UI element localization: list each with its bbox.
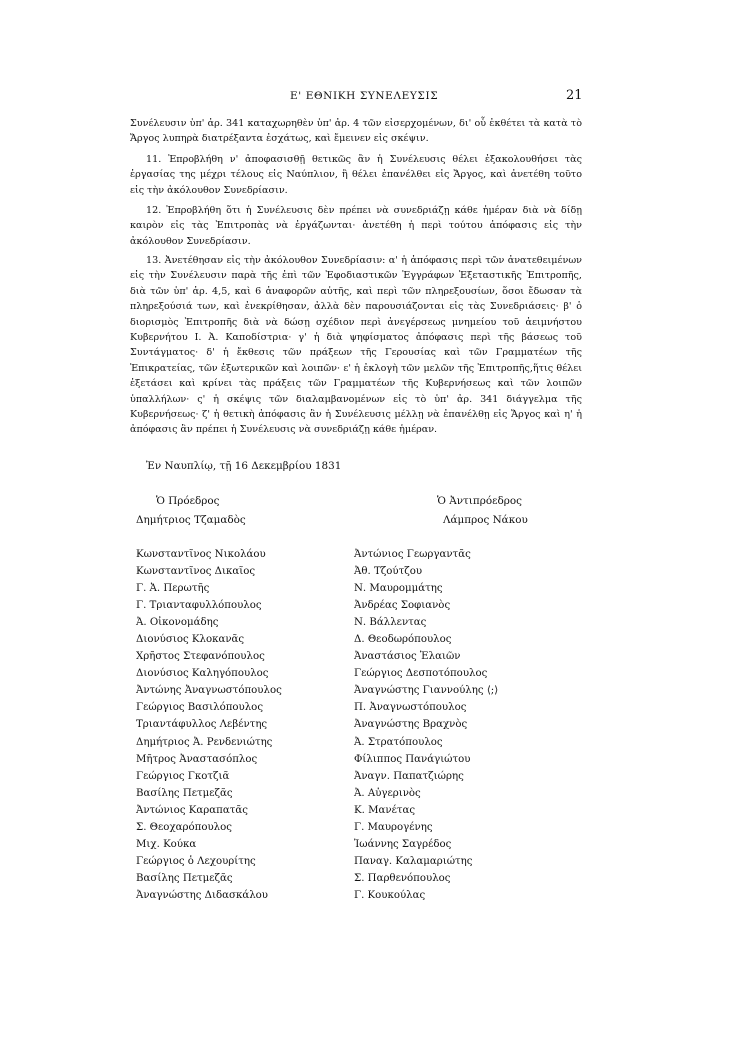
dateline: Ἐν Ναυπλίῳ, τῇ 16 Δεκεμβρίου 1831	[146, 460, 342, 472]
signatory-name: Γ. Μαυρογένης	[354, 821, 433, 833]
signatory-name: Μῆτρος Ἀναστασόπλος	[136, 753, 258, 765]
president-name: Δημήτριος Τζαμαδὸς	[136, 514, 246, 526]
signatory-name: Ἀνδρέας Σοφιανὸς	[354, 600, 451, 612]
vice-president-title: Ὁ Ἀντιπρόεδρος	[437, 495, 522, 507]
signatory-name: Ἀναγνώστης Βραχνὸς	[354, 719, 468, 731]
president-title: Ὁ Πρόεδρος	[156, 495, 220, 507]
signatory-name: Ἀντώνιος Καραπατᾶς	[136, 804, 248, 816]
signatory-name: Διονύσιος Κλοκανᾶς	[136, 634, 245, 646]
signatory-name: Ἀ. Στρατόπουλος	[354, 736, 443, 748]
paragraph-11: 11. Ἐπροβλήθη ν' ἀποφασισθῇ θετικῶς ἂν ἡ Συνέλευσις θέλει ἐξακολουθήσει τὰς ἐργασίας της μέχρι τέλους εἰς Ναύπλιον, ἢ θέλει ἐπανέλθει εἰς Ἄργος, καὶ ἀνετέθη τοῦτο εἰς τὴν ἀκόλουθον Συνεδρίασιν.	[130, 154, 582, 196]
signatory-name: Βασίλης Πετμεζᾶς	[136, 787, 233, 799]
signatory-name: Γεώργιος ὁ Λεχουρίτης	[136, 855, 256, 867]
signatories-left-column	[136, 546, 282, 904]
signatory-name: Γεώργιος Δεσποτόπουλος	[354, 668, 488, 680]
signatory-name: Ν. Μαυρομμάτης	[354, 583, 443, 595]
signatory-name: Γ. Τριανταφυλλόπουλος	[136, 600, 262, 612]
signatory-name: Δ. Θεοδωρόπουλος	[354, 634, 452, 646]
signatory-name: Π. Ἀναγνωστόπουλος	[354, 702, 467, 714]
vice-president-name: Λάμπρος Νάκου	[443, 514, 528, 526]
running-head: Ε' ΕΘΝΙΚΗ ΣΥΝΕΛΕΥΣΙΣ	[290, 90, 439, 102]
signatory-name: Ἀναγν. Παπατζιώρης	[354, 770, 464, 782]
signatory-name: Κ. Μανέτας	[354, 804, 416, 816]
signatory-name: Μιχ. Κούκα	[136, 838, 197, 850]
paragraph-12: 12. Ἐπροβλήθη ὅτι ἡ Συνέλευσις δὲν πρέπει νὰ συνεδριάζῃ κάθε ἡμέραν διὰ νὰ δίδῃ καιρὸν εἰς τὰς Ἐπιτροπὰς νὰ ἐργάζωνται· ἀνετέθη ἡ περὶ τούτου ἀπόφασις εἰς τὴν ἀκόλουθον Συνεδρίασιν.	[130, 205, 582, 247]
signatory-name: Παναγ. Καλαμαριώτης	[354, 855, 473, 867]
signatory-name: Τριαντάφυλλος Λεβέντης	[136, 719, 268, 731]
signatory-name: Κωνσταντῖνος Νικολάου	[136, 549, 266, 560]
signatory-name: Σ. Παρθενόπουλος	[354, 872, 451, 884]
signatory-name: Ἀθ. Τζούτζου	[354, 566, 423, 578]
signatory-name: Ἀναγνώστης Γιαννούλης ⟨;⟩	[354, 685, 499, 697]
signatory-name: Γ. Κουκούλας	[354, 889, 426, 901]
signatory-name: Βασίλης Πετμεζᾶς	[136, 872, 233, 884]
signatory-name: Ἰωάννης Σαγρέδος	[354, 838, 452, 850]
signatory-name: Ἀναγνώστης Διδασκάλου	[136, 889, 269, 901]
signatory-name: Ἀ. Οἰκονομάδης	[136, 617, 219, 629]
signatory-name: Ἀντώνιος Γεωργαντᾶς	[354, 549, 471, 560]
signatory-name: Ν. Βάλλεντας	[354, 617, 427, 629]
paragraph-13: 13. Ἀνετέθησαν εἰς τὴν ἀκόλουθον Συνεδρίασιν: α' ἡ ἀπόφασις περὶ τῶν ἀνατεθειμένων εἰς τὴν Συνέλευσιν παρὰ τῆς ἐπὶ τῶν Ἐφοδιαστικῶν Ἐγγράφων Ἐξεταστικῆς Ἐπιτροπῆς, διὰ τῶν ὑπ' ἀρ. 4,5, καὶ 6 ἀναφορῶν αὐτῆς, καὶ περὶ τῶν πληρεξουσίων, ὅσοι ἔδωσαν τὰ πληρεξούσιά των, καὶ ἐνεκρίθησαν, ἀλλὰ δὲν παρουσιάζονται εἰς τὰς Συνεδριάσεις· β' ὁ διορισμὸς Ἐπιτροπῆς διὰ νὰ δώσῃ σχέδιον περὶ ἀνεγέρσεως μνημείου τοῦ ἀειμνήστου Κυβερνήτου Ι. Ἀ. Καποδίστρια· γ' ἡ διὰ ψηφίσματος ἀπόφασις περὶ τῆς βάσεως τοῦ Συντάγματος· δ' ἡ ἔκθεσις τῶν πράξεων τῆς Γερουσίας καὶ τῶν Γραμματέων τῆς Ἐπικρατείας, τῶν ἐξωτερικῶν καὶ λοιπῶν· ε' ἡ ἐκλογὴ τῶν μελῶν τῆς Ἐπιτροπῆς,ἥτις θέλει ἐξετάσει καὶ κρίνει τὰς πράξεις τῶν Γραμματέων τῆς Κυβερνήσεως καὶ τῶν λοιπῶν ὑπαλλήλων· ς' ἡ σκέψις τῶν διαλαμβανομένων εἰς τὸ ὑπ' ἀρ. 341 διάγγελμα τῆς Κυβερνήσεως· ζ' ἡ θετικὴ ἀπόφασις ἂν ἡ Συνέλευσις μέλλῃ νὰ ἐπανέλθῃ εἰς Ἄργος καὶ η' ἡ ἀπόφασις ἂν πρέπει ἡ Συνέλευσις νὰ συνεδριάζῃ κάθε ἡμέραν.	[130, 255, 582, 436]
signatory-name: Ἀ. Αὐγερινὸς	[354, 787, 421, 799]
signatory-name: Ἀναστάσιος Ἐλαιῶν	[354, 651, 461, 663]
signatory-name: Διονύσιος Καληγόπουλος	[136, 668, 269, 680]
signatory-name: Γ. Ἀ. Περωτῆς	[136, 583, 210, 595]
signatory-name: Ἀντώνης Ἀναγνωστόπουλος	[136, 685, 282, 697]
signatory-name: Σ. Θεοχαρόπουλος	[136, 821, 232, 833]
signatory-name: Δημήτριος Ἀ. Ρενδενιώτης	[136, 736, 273, 748]
signatories-right-column	[354, 546, 498, 904]
signatory-name: Χρῆστος Στεφανόπουλος	[136, 651, 265, 663]
signatory-name: Φίλιππος Πανάγιώτου	[354, 753, 471, 765]
signatory-name: Γεώργιος Βασιλόπουλος	[136, 702, 264, 714]
signatory-name: Κωνσταντῖνος Δικαῖος	[136, 566, 256, 578]
signatory-name: Γεώργιος Γκοτζιᾶ	[136, 770, 230, 782]
page-number: 21	[566, 88, 583, 103]
paragraph-intro: Συνέλευσιν ὑπ' ἀρ. 341 καταχωρηθὲν ὑπ' ἀρ. 4 τῶν εἰσερχομένων, δι' οὗ ἐκθέτει τὰ κατὰ τὸ Ἄργος λυπηρὰ διατρέξαντα ἐσχάτως, καὶ ἔμεινεν εἰς σκέψιν.	[130, 118, 582, 145]
